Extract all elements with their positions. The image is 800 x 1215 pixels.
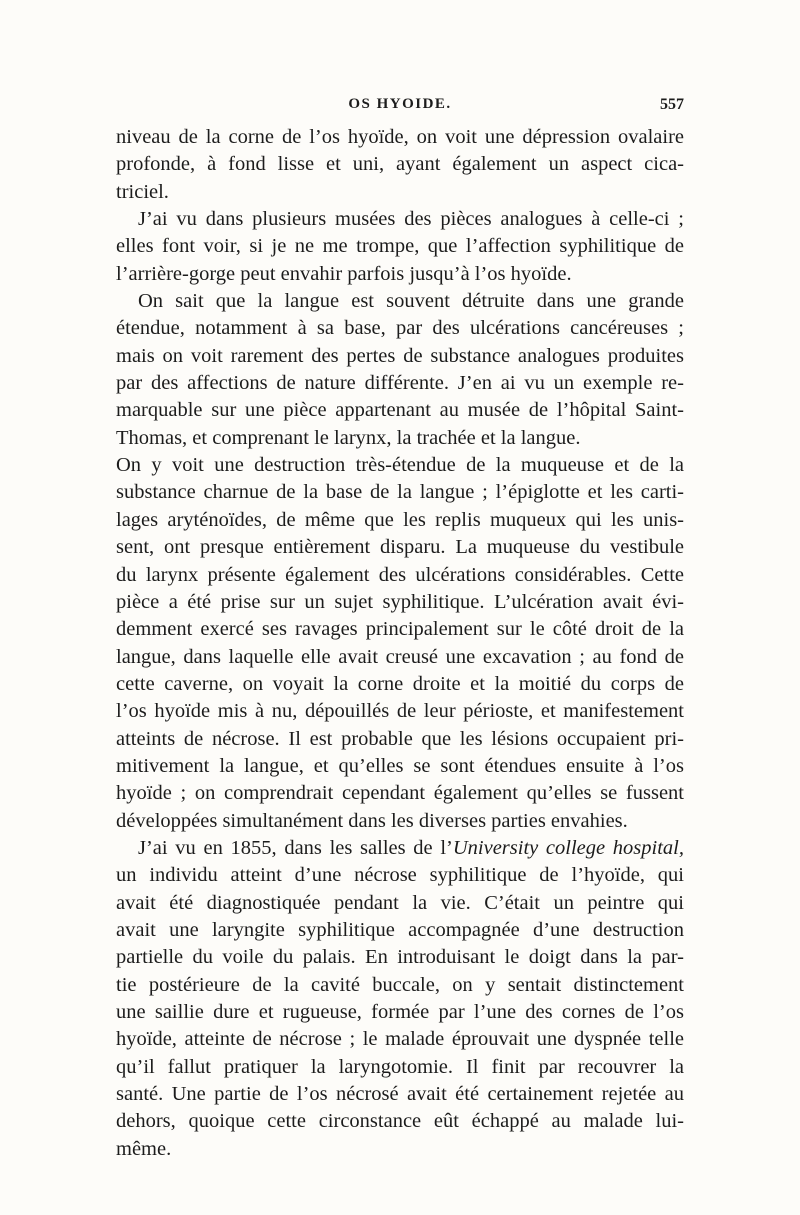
- text-line: une saillie dure et rugueuse, formée par l’une des cornes de l’os: [116, 1001, 684, 1023]
- text-segment: J’ai vu en 1855, dans les salles de l’: [138, 836, 453, 859]
- text-line: avait une laryngite syphilitique accompagnée d’une destruction: [116, 918, 684, 941]
- paragraph: [116, 835, 684, 1163]
- text-line: qu’il fallut pratiquer la laryngotomie. Il finit par recouvrer la: [116, 1055, 684, 1078]
- text-line: cette caverne, on voyait la corne droite et la moitié du corps de: [116, 672, 684, 695]
- running-head: [116, 96, 684, 120]
- text-line: hyoïde ; on comprendrait cependant également qu’elles se fussent: [116, 782, 684, 805]
- text-line: même.: [116, 1137, 172, 1160]
- text-line: l’arrière-gorge peut envahir parfois jusqu’à l’os hyoïde.: [116, 262, 572, 285]
- text-line: sent, ont presque entièrement disparu. La muqueuse du vestibule: [116, 536, 684, 559]
- running-head-title: OS HYOIDE.: [348, 96, 452, 112]
- text-line: un individu atteint d’une nécrose syphilitique de l’hyoïde, qui: [116, 864, 684, 887]
- text-line: tie postérieure de la cavité buccale, on y sentait distinctement: [116, 973, 684, 996]
- text-line: développées simultanément dans les diverses parties envahies.: [116, 809, 628, 832]
- text-line: marquable sur une pièce appartenant au musée de l’hôpital Saint-: [116, 399, 684, 422]
- text-line: J’ai vu dans plusieurs musées des pièces analogues à celle-ci ;: [138, 208, 684, 231]
- text-line: On y voit une destruction très-étendue de la muqueuse et de la: [116, 454, 684, 477]
- text-line: mais on voit rarement des pertes de substance analogues produites: [116, 344, 684, 367]
- text-line: atteints de nécrose. Il est probable que les lésions occupaient pri-: [116, 727, 684, 750]
- text-line: substance charnue de la base de la langue ; l’épiglotte et les carti-: [116, 481, 684, 504]
- text-line: niveau de la corne de l’os hyoïde, on voit une dépression ovalaire: [116, 126, 684, 148]
- paragraph: [116, 206, 684, 288]
- paragraph: [116, 124, 684, 206]
- text-line: par des affections de nature différente. J’en ai vu un exemple re-: [116, 372, 684, 395]
- paragraph: [116, 452, 684, 835]
- text-body: [116, 124, 684, 1163]
- text-line: étendue, notamment à sa base, par des ulcérations cancéreuses ;: [116, 317, 684, 340]
- text-line: elles font voir, si je ne me trompe, que l’affection syphilitique de: [116, 235, 684, 258]
- text-line: pièce a été prise sur un sujet syphilitique. L’ulcération avait évi-: [116, 590, 684, 613]
- text-line: partielle du voile du palais. En introduisant le doigt dans la par-: [116, 946, 684, 969]
- text-line: On sait que la langue est souvent détruite dans une grande: [138, 290, 684, 313]
- text-line: lages aryténoïdes, de même que les replis muqueux qui les unis-: [116, 508, 684, 531]
- text-line: du larynx présente également des ulcérations considérables. Cette: [116, 563, 684, 586]
- paragraph: [116, 288, 684, 452]
- text-line: demment exercé ses ravages principalement sur le côté droit de la: [116, 618, 684, 641]
- page-number: 557: [660, 96, 684, 113]
- text-line: [116, 835, 684, 862]
- text-line: dehors, quoique cette circonstance eût échappé au malade lui-: [116, 1110, 684, 1133]
- italic-text-segment: University college hospital,: [452, 836, 684, 859]
- text-line: avait été diagnostiquée pendant la vie. C’était un peintre qui: [116, 891, 684, 914]
- text-line: l’os hyoïde mis à nu, dépouillés de leur périoste, et manifestement: [116, 700, 684, 723]
- text-line: langue, dans laquelle elle avait creusé une excavation ; au fond de: [116, 645, 684, 668]
- text-line: hyoïde, atteinte de nécrose ; le malade éprouvait une dyspnée telle: [116, 1028, 684, 1051]
- text-line: mitivement la langue, et qu’elles se sont étendues ensuite à l’os: [116, 754, 684, 777]
- text-line: triciel.: [116, 180, 169, 203]
- text-line: santé. Une partie de l’os nécrosé avait été certainement rejetée au: [116, 1083, 684, 1106]
- text-line: Thomas, et comprenant le larynx, la trachée et la langue.: [116, 426, 581, 449]
- text-line: profonde, à fond lisse et uni, ayant également un aspect cica-: [116, 153, 684, 176]
